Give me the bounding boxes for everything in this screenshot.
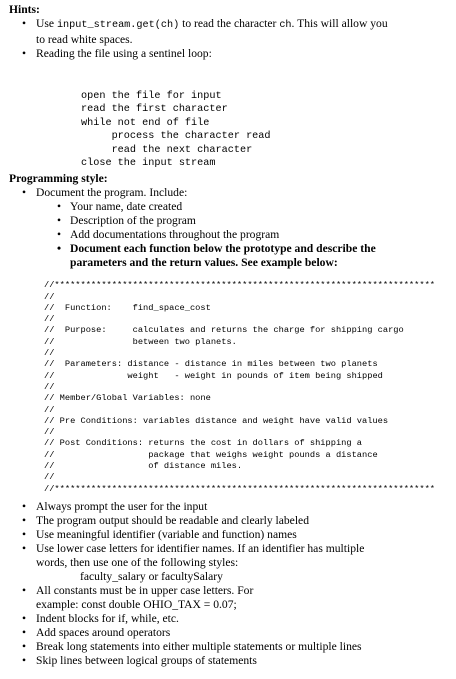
rule-item	[0, 542, 456, 584]
doc-sub-text: Add documentations throughout the program	[70, 228, 280, 241]
rule-text: Add spaces around operators	[36, 626, 171, 639]
rule-text: example: const double OHIO_TAX = 0.07;	[36, 598, 237, 611]
comment-line: // between two planets.	[44, 336, 237, 347]
doc-sub-item	[0, 228, 456, 242]
hints-heading: Hints:	[9, 3, 40, 16]
hint-text: Reading the file using a sentinel loop:	[36, 47, 212, 60]
comment-line: //*************************************************************************	[44, 280, 436, 291]
code-line: open the file for input	[81, 90, 222, 102]
comment-line: //	[44, 314, 55, 325]
comment-line: // Member/Global Variables: none	[44, 393, 211, 404]
rule-text: Always prompt the user for the input	[36, 500, 208, 513]
hint-item-sentinel	[0, 47, 456, 61]
doc-sub-text: Your name, date created	[70, 200, 183, 213]
comment-line: //	[44, 427, 55, 438]
comment-line: // Pre Conditions: variables distance and weight have valid values	[44, 415, 389, 426]
programming-style-heading: Programming style:	[9, 172, 108, 185]
rule-text: Use lower case letters for identifier names. If an identifier has multiple	[36, 542, 365, 555]
rule-text: Break long statements into either multiple statements or multiple lines	[36, 640, 362, 653]
rule-text: The program output should be readable and clearly labeled	[36, 514, 309, 527]
rule-item	[0, 528, 456, 542]
rule-text: All constants must be in upper case letters. For	[36, 584, 254, 597]
rule-item	[0, 626, 456, 640]
code-line: read the first character	[81, 104, 228, 115]
style-rules-list	[0, 500, 456, 668]
doc-bold-text: parameters and the return values. See example below:	[70, 256, 338, 269]
style-doc-list	[0, 186, 456, 270]
comment-line: // package that weighs weight pounds a distance	[44, 449, 378, 460]
function-comment-example	[44, 269, 435, 518]
rule-item	[0, 654, 456, 668]
doc-sub-item	[0, 214, 456, 228]
comment-line: // weight - weight in pounds of item being shipped	[44, 370, 383, 381]
code-line: close the input stream	[81, 158, 216, 169]
comment-line: //	[44, 291, 55, 302]
rule-item	[0, 640, 456, 654]
comment-line: // Parameters: distance - distance in miles between two planets	[44, 359, 378, 370]
comment-line: //	[44, 381, 55, 392]
code-line: while not end of file	[81, 117, 210, 129]
doc-sub-item	[0, 200, 456, 214]
rule-item	[0, 612, 456, 626]
hint-item-get	[0, 17, 456, 47]
rule-text: faculty_salary or facultySalary	[80, 570, 223, 583]
doc-bold-text: Document each function below the prototype and describe the	[70, 242, 376, 255]
rule-text: Indent blocks for if, while, etc.	[36, 612, 179, 625]
rule-item	[0, 500, 456, 514]
hint-text: Use	[36, 17, 57, 30]
hint-text: . This will allow you	[291, 17, 388, 30]
rule-text: words, then use one of the following styles:	[36, 556, 239, 569]
comment-line: // Post Conditions: returns the cost in dollars of shipping a	[44, 438, 363, 449]
comment-line: //*************************************************************************	[44, 483, 436, 494]
comment-line: // Function: find_space_cost	[44, 302, 211, 313]
hint-text: to read the character	[179, 17, 280, 30]
style-text: Document the program. Include:	[36, 186, 188, 199]
code-line: process the character read	[81, 131, 271, 142]
hint-code-get: input_stream.get(ch)	[56, 20, 180, 31]
doc-sub-item-bold	[0, 242, 456, 270]
comment-line: // of distance miles.	[44, 461, 243, 472]
comment-line: // Purpose: calculates and returns the charge for shipping cargo	[44, 325, 404, 336]
rule-text: Use meaningful identifier (variable and function) names	[36, 528, 297, 541]
rule-item	[0, 514, 456, 528]
rule-text: Skip lines between logical groups of statements	[36, 654, 257, 667]
comment-line: //	[44, 404, 55, 415]
sentinel-loop-code	[81, 76, 271, 198]
hint-code-ch: ch	[279, 20, 292, 31]
hint-text: to read white spaces.	[36, 33, 133, 46]
comment-line: //	[44, 472, 55, 483]
hints-list	[0, 17, 456, 61]
rule-item	[0, 584, 456, 612]
comment-line: //	[44, 348, 55, 359]
code-line: read the next character	[81, 144, 253, 156]
style-item-document	[0, 186, 456, 200]
doc-sub-text: Description of the program	[70, 214, 196, 227]
